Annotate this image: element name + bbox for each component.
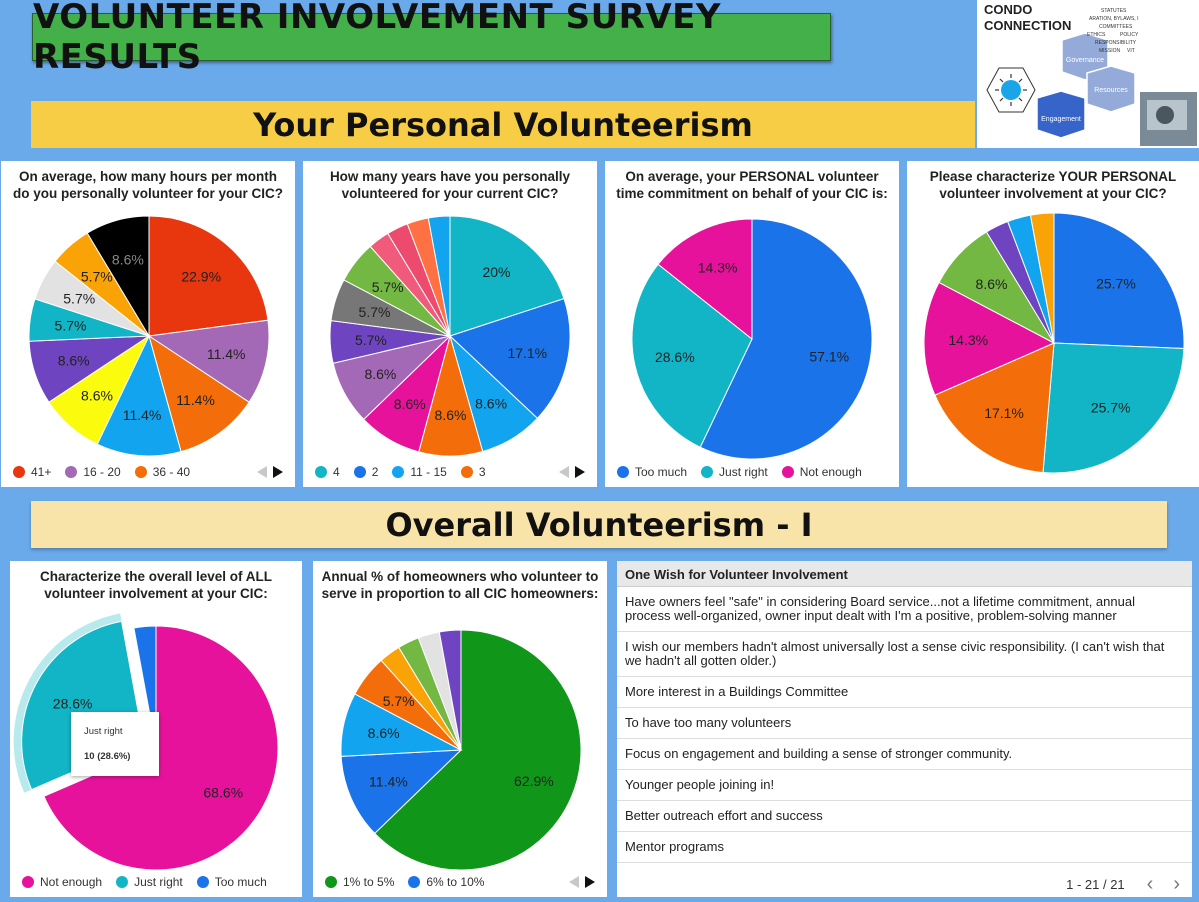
legend-item[interactable] [782,465,862,479]
chevron-left-icon[interactable]: ‹ [1146,872,1154,895]
legend-pager [569,876,595,888]
pie-slice-label: 62.9% [514,772,554,789]
chart-card-homeowner-percentage [313,561,607,897]
legend-prev-icon[interactable] [257,466,267,478]
pie-slice-label: 28.6% [52,695,93,712]
table-cell: Better outreach effort and success [625,808,823,823]
legend-dot [315,466,327,478]
pie-chart-personal-involvement[interactable] [907,161,1199,487]
logo-photo [1140,92,1197,146]
logo-hex-label: Engagement [1041,116,1081,123]
pie-slice-label: 5.7% [54,317,87,334]
pie-slice-label: 11.4% [176,392,215,409]
legend-label: 4 [333,465,340,479]
svg-text:COMMITTEES: COMMITTEES [1099,24,1133,30]
pie-slice-label: 8.6% [111,251,144,268]
legend-label: Just right [134,875,183,889]
legend-item[interactable] [392,465,446,479]
chart-title: Characterize the overall level of ALL volunteer involvement at your CIC: [39,569,273,601]
legend-dot [13,466,25,478]
table-cell: Younger people joining in! [625,777,775,792]
legend-label: 6% to 10% [426,875,485,889]
pie-slice-label: 11.4% [122,406,162,423]
chart-legend [325,875,498,889]
pie-slice-label: 5.7% [358,304,391,321]
table-row[interactable] [617,832,1192,863]
legend-prev-icon[interactable] [569,876,579,888]
legend-next-icon[interactable] [575,466,585,478]
table-row[interactable] [617,739,1192,770]
svg-text:STATUTES: STATUTES [1101,8,1127,14]
pie-slice-label: 8.6% [975,276,1008,293]
pie-slice-label: 57.1% [809,348,850,365]
pie-slice-label: 5.7% [80,268,113,285]
svg-text:RESPONSIBILITY: RESPONSIBILITY [1095,40,1137,46]
legend-dot [782,466,794,478]
legend-dot [701,466,713,478]
chart-tooltip [71,712,159,776]
pie-slice-label: 68.6% [203,784,244,801]
logo [977,0,1199,148]
legend-dot [65,466,77,478]
chart-title: Please characterize YOUR PERSONAL volunteer involvement at your CIC? [929,169,1177,201]
table-cell: More interest in a Buildings Committee [625,684,849,699]
legend-dot [22,876,34,888]
legend-label: 11 - 15 [410,465,447,479]
pie-slice-label: 14.3% [697,259,738,276]
legend-label: 41+ [31,465,52,479]
chart-legend [617,465,876,479]
pie-chart-commitment[interactable] [605,161,899,487]
svg-text:MISSION: MISSION [1099,48,1121,54]
legend-item[interactable] [197,875,267,889]
legend-dot [135,466,147,478]
table-cell: Have owners feel "safe" in considering Board service...not a lifetime commitment, annual process well-organized, owner input dealt with I'm a positive, problem-solving manner [625,594,1135,623]
legend-label: 3 [478,465,486,479]
chart-title: On average, how many hours per month do you personally volunteer for your CIC? [12,169,284,201]
logo-hex-label: Resources [1094,87,1128,94]
legend-item[interactable] [408,875,484,889]
pie-slice-label: 11.4% [369,773,408,790]
pie-slice-label: 22.9% [181,268,222,285]
svg-text:ARATION, BYLAWS, I: ARATION, BYLAWS, I [1089,16,1139,22]
legend-item[interactable] [617,465,687,479]
pie-slice-label: 25.7% [1090,399,1131,416]
pie-slice-label: 5.7% [371,279,404,296]
logo-sun-icon [987,68,1035,112]
pie-slice-label: 17.1% [984,404,1024,421]
table-row[interactable] [617,770,1192,801]
legend-item[interactable] [701,465,768,479]
legend-label: Just right [719,465,768,479]
legend-item[interactable] [22,875,102,889]
pie-slice-label: 8.6% [81,387,113,404]
legend-dot [392,466,404,478]
table-pagination [1066,871,1192,897]
legend-dot [461,466,473,478]
pie-slice-label: 5.7% [354,331,387,348]
legend-next-icon[interactable] [585,876,595,888]
table-row[interactable] [617,587,1192,632]
legend-prev-icon[interactable] [559,466,569,478]
legend-item[interactable] [461,465,486,479]
legend-label: 36 - 40 [152,465,191,479]
pie-slice-label: 8.6% [367,724,400,741]
logo-title: CONDO CONNECTION [984,2,1072,33]
pie-slice-label: 28.6% [654,348,695,365]
pie-slice-label: 11.4% [206,345,246,362]
table-row[interactable] [617,677,1192,708]
pie-slice-label: 25.7% [1096,275,1136,292]
pie-chart-years[interactable] [303,161,597,487]
pagination-range: 1 - 21 / 21 [1066,876,1125,892]
table-row[interactable] [617,708,1192,739]
tooltip-label: Just right [84,726,123,737]
legend-item[interactable] [315,465,340,479]
pie-slice-label: 17.1% [507,345,548,362]
chart-card-hours-per-month [1,161,295,487]
pie-slice-label: 8.6% [434,407,467,424]
table-row[interactable] [617,801,1192,832]
pie-slice-label: 20% [482,263,511,280]
tooltip-value: 10 (28.6%) [84,751,131,762]
legend-dot [408,876,420,888]
legend-label: Too much [214,875,267,889]
legend-dot [325,876,337,888]
legend-pager [559,466,585,478]
pie-chart-homeowner-percentage[interactable] [313,561,607,897]
chart-title: On average, your PERSONAL volunteer time commitment on behalf of your CIC is: [616,169,888,201]
legend-label: Not enough [799,465,862,479]
svg-text:VIT: VIT [1127,48,1135,54]
table-row[interactable] [617,632,1192,677]
pie-slice-label: 5.7% [382,693,415,710]
legend-item[interactable] [325,875,394,889]
wish-table [617,561,1192,897]
legend-label: 1% to 5% [343,875,395,889]
pie-chart-hours[interactable] [1,161,295,487]
section-banner-personal: Your Personal Volunteerism [31,101,975,148]
legend-next-icon[interactable] [273,466,283,478]
pie-slice-label: 8.6% [57,352,90,369]
legend-label: Not enough [40,875,103,889]
dashboard-title: VOLUNTEER INVOLVEMENT SURVEY RESULTS [32,13,831,61]
legend-dot [617,466,629,478]
pie-slice-label: 8.6% [475,395,508,412]
table-cell: Mentor programs [625,839,724,854]
legend-dot [197,876,209,888]
legend-pager [257,466,283,478]
legend-dot [354,466,366,478]
legend-label: 2 [371,465,379,479]
pie-slice-label: 14.3% [948,331,989,348]
legend-label: 16 - 20 [83,465,121,479]
chart-card-personal-involvement [907,161,1199,487]
chart-legend [13,465,204,479]
legend-item[interactable] [354,465,379,479]
table-cell: I wish our members hadn't almost universally lost a sense civic responsibility. (I can't wish that we hadn't all gotten older.) [625,639,1165,668]
chart-legend [22,875,281,889]
chart-card-time-commitment [605,161,899,487]
chart-title: Annual % of homeowners who volunteer to serve in proportion to all CIC homeowners: [321,569,599,601]
legend-item[interactable] [13,465,51,479]
legend-label: Too much [635,465,688,479]
chevron-right-icon[interactable]: › [1173,872,1180,895]
pie-slice-label: 8.6% [364,365,397,382]
chart-title: How many years have you personally volunteered for your current CIC? [329,169,571,201]
table-cell: To have too many volunteers [625,715,792,730]
table-header[interactable]: One Wish for Volunteer Involvement [617,561,1192,587]
legend-item[interactable] [116,875,183,889]
chart-legend [315,465,500,479]
svg-text:ETHICS: ETHICS [1087,32,1106,38]
legend-dot [116,876,128,888]
section-banner-overall: Overall Volunteerism - I [31,501,1167,548]
pie-slice-label: 8.6% [393,396,426,413]
logo-hex-engagement [1037,91,1085,138]
pie-slice-label: 5.7% [63,290,96,307]
logo-hex-label: Governance [1065,57,1105,64]
svg-text:POLICY: POLICY [1120,32,1139,38]
legend-item[interactable] [65,465,120,479]
table-cell: Focus on engagement and building a sense of stronger community. [625,746,1013,761]
chart-card-years-volunteered [303,161,597,487]
legend-item[interactable] [135,465,190,479]
